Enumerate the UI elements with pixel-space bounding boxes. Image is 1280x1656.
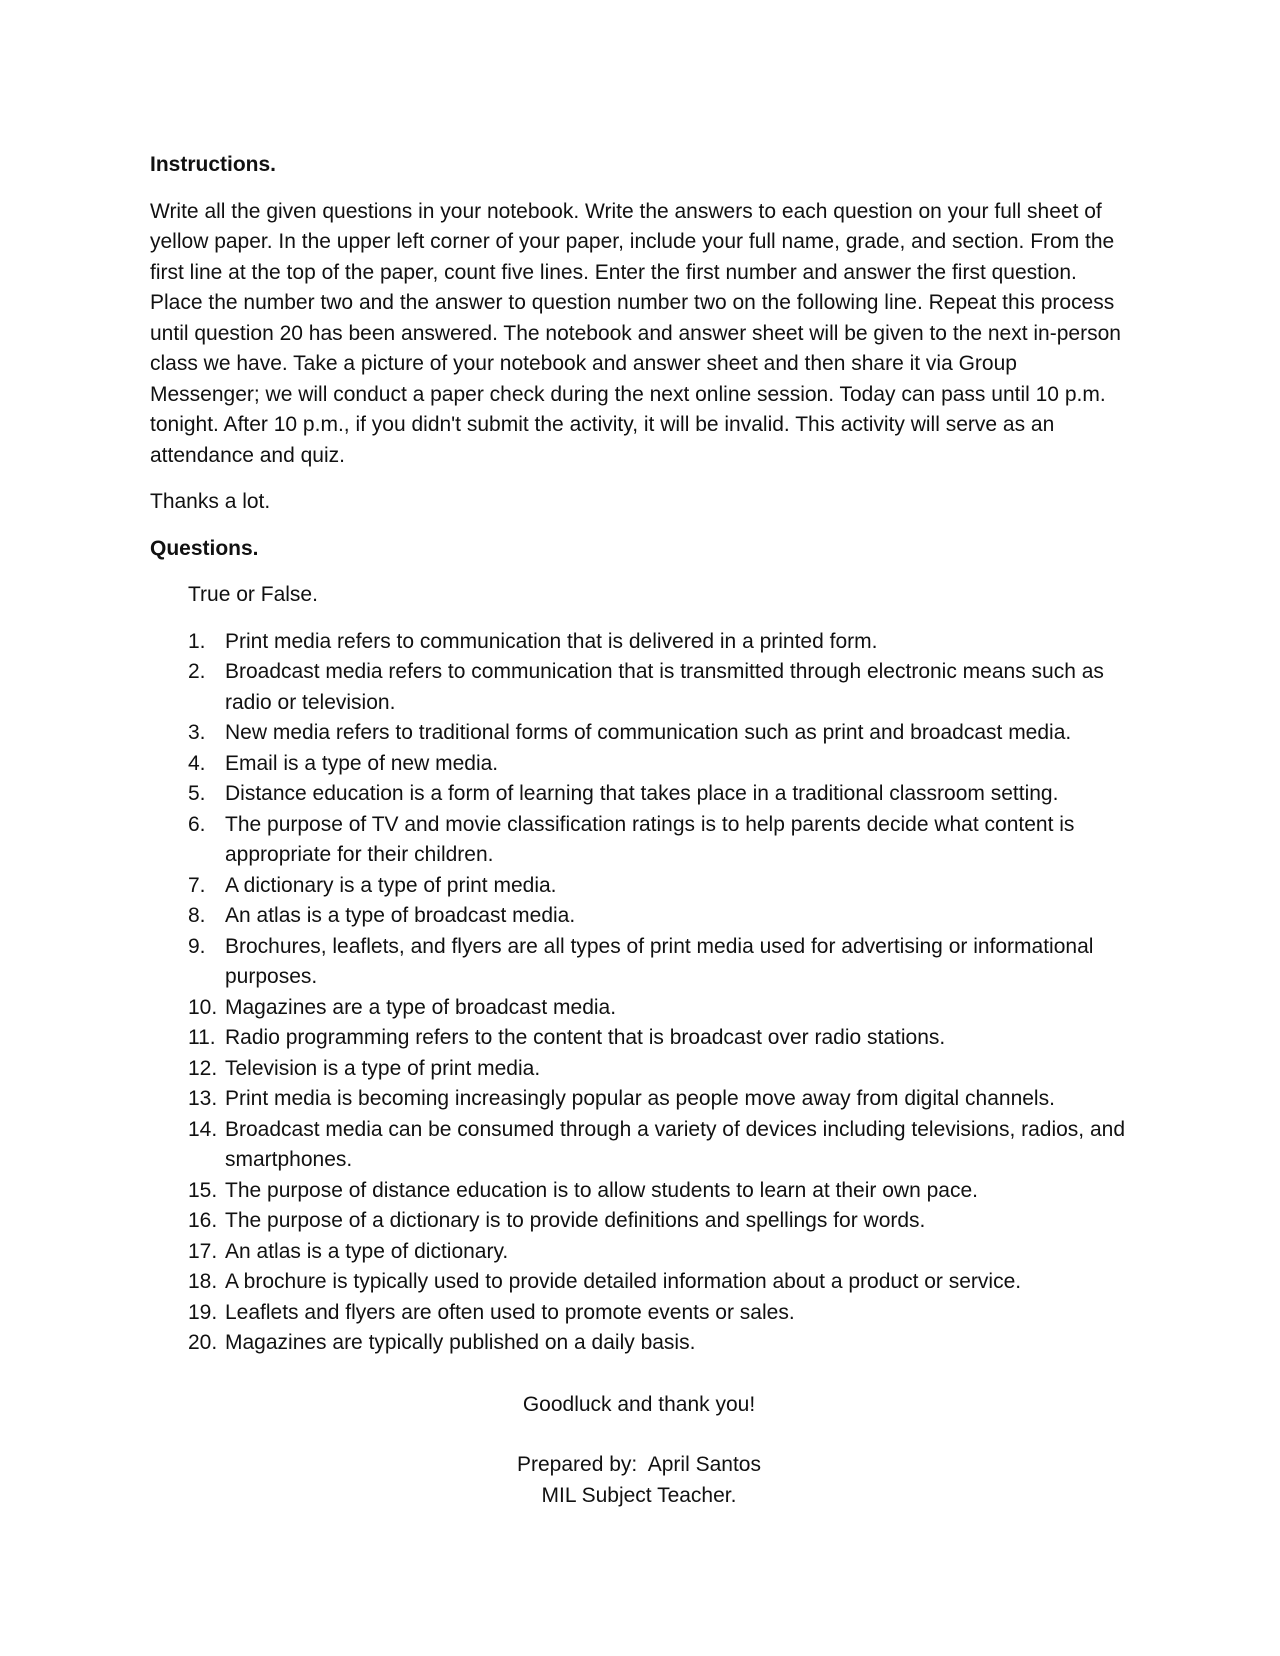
- item-text: Magazines are a type of broadcast media.: [225, 995, 617, 1019]
- list-item: [188, 657, 1128, 718]
- list-item: [188, 749, 1128, 780]
- item-number: 8.: [188, 904, 206, 927]
- item-number: 2.: [188, 660, 206, 683]
- item-text: Leaflets and flyers are often used to promote events or sales.: [225, 1300, 795, 1324]
- item-text: The purpose of TV and movie classification ratings is to help parents decide what content is appropriate for their children.: [225, 812, 1075, 866]
- list-item: [188, 1298, 1128, 1329]
- document-page: [150, 150, 1128, 1359]
- item-number: 4.: [188, 751, 206, 775]
- item-text: Broadcast media refers to communication that is transmitted through electronic means such as radio or television.: [225, 660, 1104, 714]
- item-number: 13.: [188, 1087, 218, 1110]
- closing-message: Goodluck and thank you!: [522, 1393, 756, 1416]
- item-text: Print media refers to communication that is delivered in a printed form.: [225, 629, 878, 653]
- instructions-heading: Instructions.: [150, 153, 277, 176]
- list-item: [188, 1176, 1128, 1207]
- list-item: [188, 718, 1128, 749]
- thanks-line: Thanks a lot.: [150, 490, 271, 513]
- list-item: [188, 1237, 1128, 1268]
- list-item: [188, 1267, 1128, 1298]
- signature-block: [150, 1450, 1128, 1511]
- item-text: An atlas is a type of dictionary.: [225, 1239, 509, 1263]
- item-number: 3.: [188, 721, 206, 744]
- list-item: [188, 627, 1128, 658]
- item-text: Television is a type of print media.: [225, 1056, 541, 1080]
- questions-heading: Questions.: [150, 536, 259, 560]
- item-number: 16.: [188, 1209, 218, 1232]
- list-item: [188, 871, 1128, 902]
- item-number: 19.: [188, 1300, 218, 1324]
- teacher-role: MIL Subject Teacher.: [541, 1483, 737, 1507]
- item-text: The purpose of a dictionary is to provide definitions and spellings for words.: [225, 1209, 926, 1232]
- item-text: A dictionary is a type of print media.: [225, 873, 557, 897]
- list-item: [188, 993, 1128, 1024]
- item-number: 6.: [188, 812, 206, 836]
- item-number: 1.: [188, 629, 206, 653]
- instructions-body: Write all the given questions in your notebook. Write the answers to each question on your full sheet of yellow paper. In the upper left corner of your paper, include your full name, grade, and section. From the first line at the top of the paper, count five lines. Enter the first number and answer the first question. Place the number two and the answer to question number two on the following line. Repeat this process until question 20 has been answered. The notebook and answer sheet will be given to the next in-person class we have. Take a picture of your notebook and answer sheet and then share it via Group Messenger; we will conduct a paper check during the next online session. Today can pass until 10 p.m. tonight. After 10 p.m., if you didn't submit the activity, it will be invalid. This activity will serve as an attendance and quiz.: [150, 199, 1121, 467]
- list-item: [188, 1206, 1128, 1237]
- item-text: Radio programming refers to the content that is broadcast over radio stations.: [225, 1026, 946, 1049]
- list-item: [188, 779, 1128, 810]
- item-number: 15.: [188, 1178, 218, 1202]
- item-text: Brochures, leaflets, and flyers are all types of print media used for advertising or informational purposes.: [225, 934, 1094, 988]
- list-item: [188, 810, 1128, 871]
- list-item: [188, 1023, 1128, 1054]
- item-number: 17.: [188, 1239, 218, 1263]
- question-type-label: True or False.: [188, 583, 318, 606]
- list-item: [188, 901, 1128, 932]
- item-text: Print media is becoming increasingly popular as people move away from digital channels.: [225, 1087, 1055, 1110]
- question-list: [188, 627, 1128, 1359]
- item-number: 20.: [188, 1331, 218, 1354]
- item-text: The purpose of distance education is to allow students to learn at their own pace.: [225, 1178, 978, 1202]
- item-number: 11.: [188, 1026, 216, 1049]
- item-number: 12.: [188, 1056, 218, 1080]
- item-number: 5.: [188, 782, 206, 805]
- item-text: Email is a type of new media.: [225, 751, 499, 775]
- list-item: [188, 1328, 1128, 1359]
- item-text: Distance education is a form of learning that takes place in a traditional classroom setting.: [225, 782, 1059, 805]
- prepared-by: Prepared by: April Santos: [517, 1453, 761, 1476]
- item-text: A brochure is typically used to provide detailed information about a product or service.: [225, 1270, 1022, 1293]
- item-text: New media refers to traditional forms of communication such as print and broadcast media.: [225, 721, 1072, 744]
- list-item: [188, 1054, 1128, 1085]
- list-item: [188, 1115, 1128, 1176]
- list-item: [188, 1084, 1128, 1115]
- item-number: 14.: [188, 1117, 218, 1141]
- item-text: An atlas is a type of broadcast media.: [225, 904, 576, 927]
- item-number: 18.: [188, 1270, 218, 1293]
- item-number: 7.: [188, 873, 206, 897]
- item-number: 9.: [188, 934, 206, 958]
- list-item: [188, 932, 1128, 993]
- item-text: Magazines are typically published on a daily basis.: [225, 1331, 696, 1354]
- item-number: 10.: [188, 995, 218, 1019]
- item-text: Broadcast media can be consumed through a variety of devices including televisions, radios, and smartphones.: [225, 1117, 1126, 1171]
